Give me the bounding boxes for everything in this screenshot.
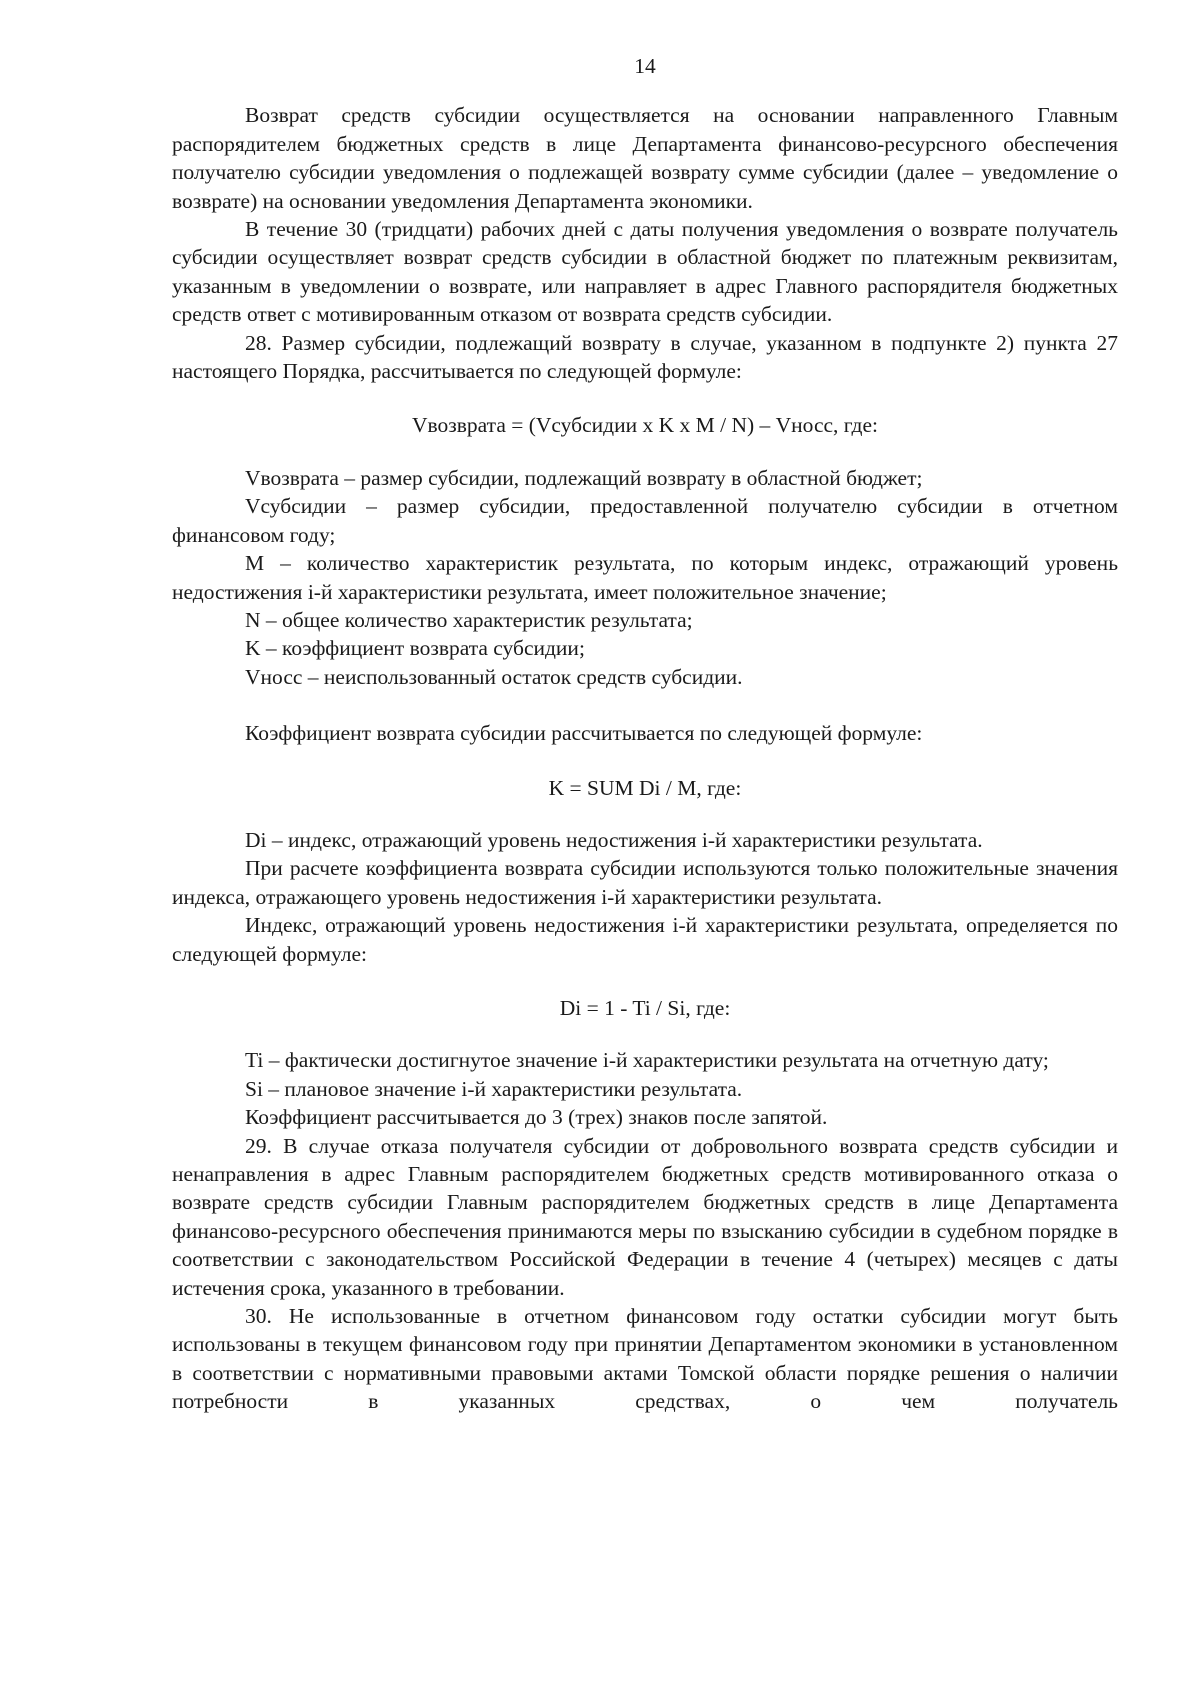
definition-n: N – общее количество характеристик результата; — [245, 607, 693, 632]
definition-v-subsidy: Vсубсидии – размер субсидии, предоставленной получателю субсидии в отчетном финансовом году; — [172, 494, 1118, 547]
definition-k: K – коэффициент возврата субсидии; — [245, 636, 585, 661]
formula-coefficient: K = SUM Di / M, где: — [548, 775, 742, 800]
page-number: 14 — [634, 54, 656, 78]
paragraph-item-30: 30. Не использованные в отчетном финансовом году остатки субсидии могут быть использованы в текущем финансовом году при принятии Департаментом экономики в установленном в соответствии с нормативными правовыми актами Томской области порядке решения о наличии потребности в указанных средствах, о чем получатель — [172, 1304, 1118, 1414]
definition-m: M – количество характеристик результата, по которым индекс, отражающий уровень недостижения i-й характеристики результата, имеет положительное значение; — [172, 551, 1118, 604]
paragraph-item-28: 28. Размер субсидии, подлежащий возврату в случае, указанном в подпункте 2) пункта 27 настоящего Порядка, рассчитывается по следующей формуле: — [172, 330, 1118, 384]
paragraph-index-intro: Индекс, отражающий уровень недостижения i-й характеристики результата, определяется по следующей формуле: — [172, 913, 1118, 966]
paragraph-positive-values: При расчете коэффициента возврата субсидии используются только положительные значения индекса, отражающего уровень недостижения i-й характеристики результата. — [172, 856, 1118, 909]
formula-return-amount: Vвозврата = (Vсубсидии x K x M / N) – Vносс, где: — [412, 413, 878, 438]
paragraph-precision: Коэффициент рассчитывается до 3 (трех) знаков после запятой. — [245, 1105, 828, 1130]
spacer — [172, 691, 1118, 719]
paragraph-return-basis: Возврат средств субсидии осуществляется на основании направленного Главным распорядителем бюджетных средств в лице Департамента финансово-ресурсного обеспечения получателю субсидии уведомления о подлежащей возврату сумме субсидии (далее – уведомление о возврате) на основании уведомления Департамента экономики. — [172, 103, 1118, 213]
definition-di: Di – индекс, отражающий уровень недостижения i-й характеристики результата. — [245, 827, 983, 852]
definition-ti: Ti – фактически достигнутое значение i-й характеристики результата на отчетную дату; — [245, 1048, 1049, 1073]
formula-index: Di = 1 - Ti / Si, где: — [559, 995, 731, 1020]
paragraph-coefficient-intro: Коэффициент возврата субсидии рассчитывается по следующей формуле: — [245, 721, 923, 746]
document-page — [172, 52, 1118, 1416]
definition-si: Si – плановое значение i-й характеристики результата. — [245, 1076, 743, 1101]
paragraph-return-deadline: В течение 30 (тридцати) рабочих дней с даты получения уведомления о возврате получатель субсидии осуществляет возврат средств субсидии в областной бюджет по платежным реквизитам, указанным в уведомлении о возврате, или направляет в адрес Главного распорядителя бюджетных средств ответ с мотивированным отказом от возврата средств субсидии. — [172, 217, 1118, 327]
paragraph-item-29: 29. В случае отказа получателя субсидии от добровольного возврата средств субсидии и ненаправления в адрес Главным распорядителем бюджетных средств мотивированного отказа о возврате средств субсидии Главным распорядителем бюджетных средств в лице Департамента финансово-ресурсного обеспечения принимаются меры по взысканию субсидии в судебном порядке в соответствии с законодательством Российской Федерации в течение 4 (четырех) месяцев с даты истечения срока, указанного в требовании. — [172, 1133, 1118, 1300]
definition-v-return: Vвозврата – размер субсидии, подлежащий возврату в областной бюджет; — [245, 465, 923, 490]
definition-v-remainder: Vносс – неиспользованный остаток средств субсидии. — [245, 664, 743, 689]
